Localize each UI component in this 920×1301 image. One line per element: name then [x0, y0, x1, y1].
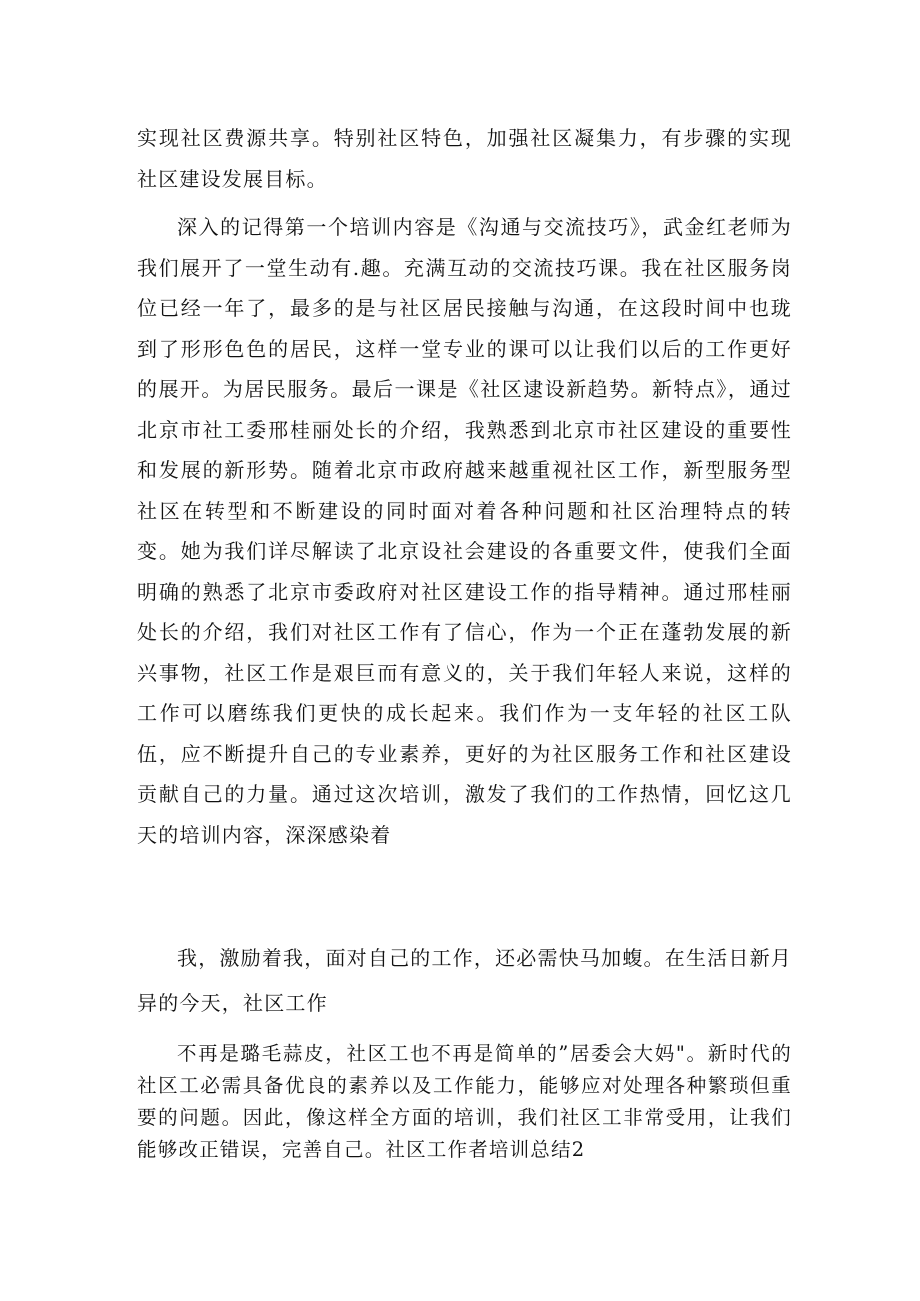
paragraph-resource-sharing: 实现社区费源共享。特别社区特色，加强社区凝集力，有步骤的实现社区建设发展目标。: [137, 126, 792, 191]
paragraph-training-content: 深入的记得第一个培训内容是《沟通与交流技巧》，武金红老师为我们展开了一堂生动有.趣。充满互动的交流技巧课。我在社区服务岗位已经一年了，最多的是与社区居民接触与沟通，在这段时间中也珑到了形形色色的居民，这样一堂专业的课可以让我们以后的工作更好的展开。为居民服务。最后一课是《社区逮设新趋势。新特点》，通过北京市社工委邢桂丽处长的介绍，我熟悉到北京市社区建设的重要性和发展的新形势。随着北京市政府越来越重视社区工作，新型服务型社区在转型和不断建设的同时面对着各种问题和社区治理特点的转变。她为我们详尽解读了北京设社会建设的各重要文件，使我们全面明确的熟悉了北京市委政府对社区建设工作的指导精神。通过邢桂丽处长的介绍，我们对社区工作有了信心，作为一个正在蓬勃发展的新兴事物，社区工作是艰巨而有意义的，关于我们年轻人来说，这样的工作可以磨练我们更快的成长起来。我们作为一支年轻的社区工队伍，应不断提升自己的专业素养，更好的为社区服务工作和社区建设贡献自己的力量。通过这次培训，激发了我们的工作热情，回忆这几天的培训内容，深深感染着: [137, 215, 792, 847]
paragraph-new-era-community-work: 不再是璐毛蒜皮，社区工也不再是简单的”居委会大妈"。新时代的社区工必需具备优良的素养以及工作能力，能够应对处理各种繁琐但重要的问题。因此，像这样全方面的培训，我们社区工非常受用，让我们能够改正错误，完善自己。社区工作者培训总结2: [137, 1042, 792, 1161]
paragraph-motivation: 我，激励着我，面对自己的工作，还必需快马加蝮。在生活日新月异的今天，社区工作: [137, 946, 792, 1015]
